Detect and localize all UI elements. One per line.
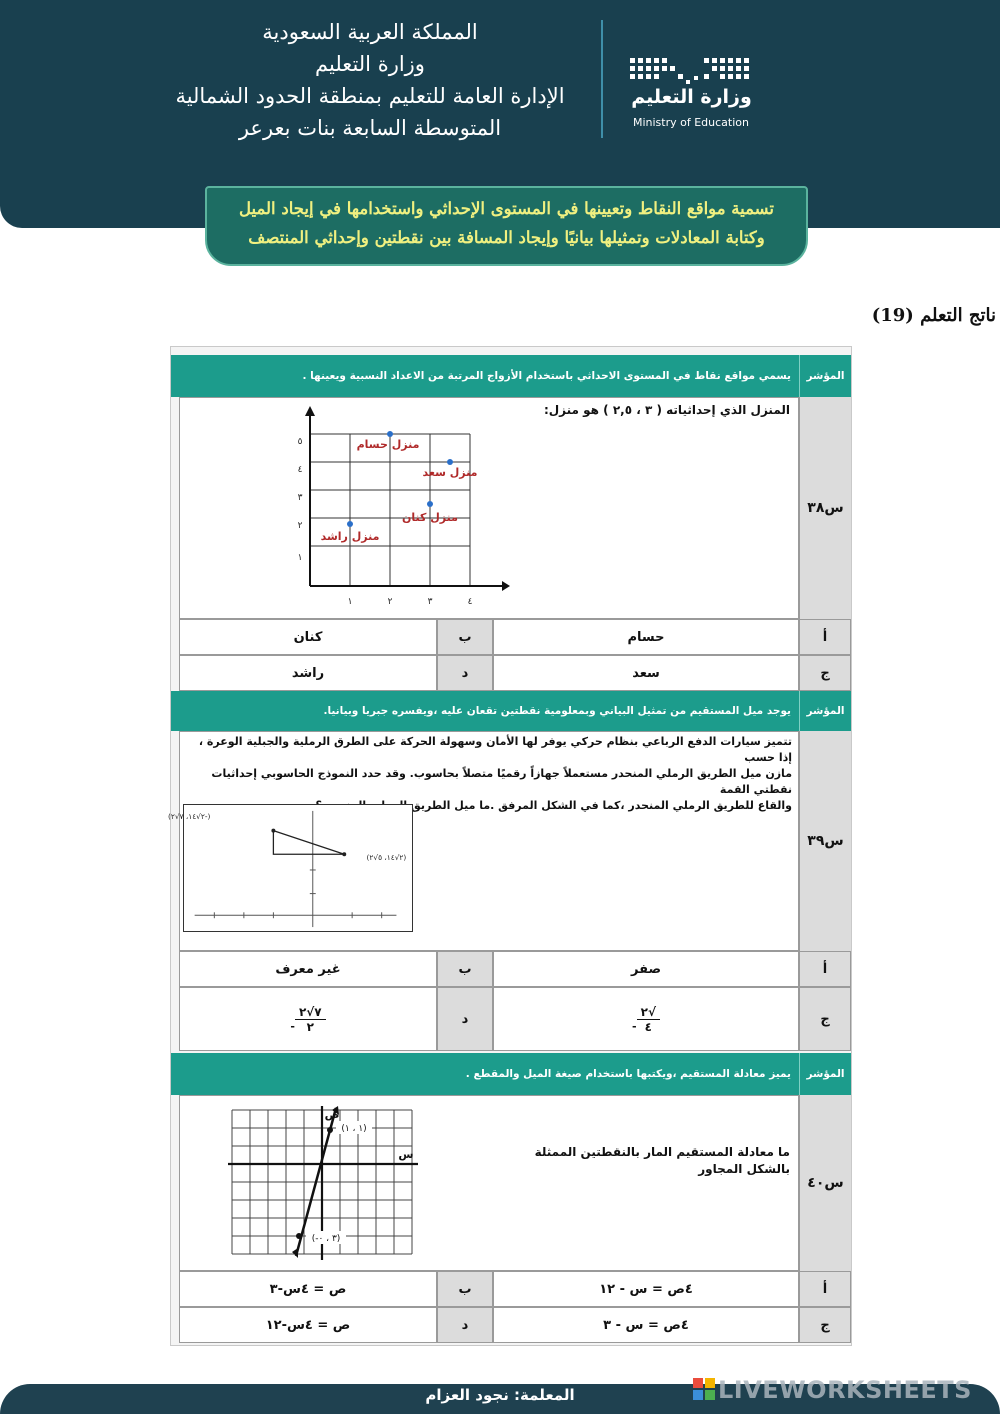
header-line-kingdom: المملكة العربية السعودية: [262, 20, 478, 44]
header-text: [150, 16, 590, 144]
indicator-label: المؤشر: [799, 691, 851, 731]
question-text-q39: [182, 734, 792, 814]
ministry-logo-arabic: وزارة التعليم: [631, 86, 752, 108]
option-d-q40[interactable]: ص = ٤س-١٢: [179, 1307, 437, 1343]
fraction-c: [637, 1005, 660, 1034]
option-d-q39[interactable]: [179, 987, 437, 1051]
answer-row-cd-q38: [179, 655, 851, 691]
option-letter-b: ب: [437, 619, 493, 655]
option-letter-c: ج: [799, 655, 851, 691]
option-letter-d: د: [437, 1307, 493, 1343]
question-number-q38: س٣٨: [799, 397, 851, 619]
fraction-d: [295, 1005, 326, 1034]
answer-row-ab-q38: [179, 619, 851, 655]
label-saad: منزل سعد: [422, 466, 478, 479]
question-text-line: مازن ميل الطريق الرملي المنحدر مستعملاً جهازاً رقميًا متصلاً بحاسوب. وقد حدد النموذج الحاسوبي إحداثيات نقطتي القمة: [211, 767, 792, 796]
point-b-label: (-٣ ، ٠): [311, 1234, 341, 1244]
point-kinan: [427, 501, 433, 507]
header-divider: [601, 20, 603, 138]
indicator-text-q40: يميز معادلة المستقيم ،ويكتبها باستخدام صيغة الميل والمقطع .: [465, 1068, 791, 1080]
question-number-q39: س٣٩: [799, 731, 851, 951]
point-saad: [447, 459, 453, 465]
point-a-label: (١ ، ١): [341, 1124, 367, 1134]
liveworksheets-watermark: LIVEWORKSHEETS: [718, 1376, 972, 1404]
option-letter-c: ج: [799, 987, 851, 1051]
indicator-band-q38: [171, 355, 851, 397]
indicator-band-q39: [171, 691, 851, 731]
answer-row-cd-q40: [179, 1307, 851, 1343]
option-b-q40[interactable]: ص = ٤س-٣: [179, 1271, 437, 1307]
question-text-line: والقاع للطريق الرملي المنحدر ،كما في الشكل المرفق .ما ميل الطريق الرملي المنحدر ؟: [315, 799, 792, 812]
teacher-name: المعلمة: نجود العزام: [425, 1386, 575, 1404]
y-tick: ٥: [297, 437, 303, 447]
option-a-q40[interactable]: ٤ص = س - ١٢: [493, 1271, 799, 1307]
option-letter-a: أ: [799, 619, 851, 655]
point-hussam: [387, 431, 393, 437]
fraction-numerator: ٧√٢: [295, 1005, 326, 1020]
question-body-q39: [167, 731, 799, 951]
y-tick: ٣: [297, 493, 303, 503]
liveworksheets-logo-icon: [693, 1378, 715, 1400]
objective-line-2: وكتابة المعادلات وتمثيلها بيانيًا وإيجاد المسافة بين نقطتين وإحداثي المنتصف: [248, 228, 765, 247]
y-tick: ٢: [297, 521, 303, 531]
label-kinan: منزل كنان: [402, 511, 458, 524]
option-d-q38[interactable]: راشد: [179, 655, 437, 691]
answer-row-cd-q39: [179, 987, 851, 1051]
indicator-label: المؤشر: [799, 355, 851, 397]
header-line-directorate: الإدارة العامة للتعليم بمنطقة الحدود الشمالية: [175, 84, 565, 108]
minus-sign: -: [632, 1019, 637, 1033]
x-tick: ١: [347, 597, 353, 607]
coordinate-graph-q38: [280, 404, 510, 614]
x-tick: ٤: [467, 597, 473, 607]
question-text-line: تتميز سيارات الدفع الرباعي بنظام حركي يوفر لها الأمان وسهولة الحركة على الطرق الرملية والجبلية الوعرة ، إذا حسب: [198, 735, 792, 764]
fraction-denominator: ٤: [644, 1019, 652, 1034]
ministry-logo-english: Ministry of Education: [632, 116, 749, 129]
indicator-label: المؤشر: [799, 1053, 851, 1095]
option-letter-a: أ: [799, 951, 851, 987]
y-axis-label: ص: [324, 1108, 340, 1121]
header-line-ministry: وزارة التعليم: [315, 52, 425, 76]
worksheet-card: [167, 346, 852, 1346]
slope-triangle: [273, 831, 344, 855]
question-number-q40: س٤٠: [799, 1095, 851, 1271]
option-a-q38[interactable]: حسام: [493, 619, 799, 655]
option-letter-d: د: [437, 987, 493, 1051]
point-bottom-label: (٢√١٤، ٥√٢): [366, 853, 407, 863]
option-a-q39[interactable]: صفر: [493, 951, 799, 987]
outcome-title: ناتج التعلم (19): [871, 305, 996, 326]
point-top-label: (-٢√١٤، ٧√٢): [167, 811, 211, 821]
x-tick: ٢: [387, 597, 393, 607]
option-b-q39[interactable]: غير معرف: [179, 951, 437, 987]
line-graph-q40: [228, 1106, 418, 1260]
indicator-band-q40: [171, 1053, 851, 1095]
x-axis-label: س: [398, 1148, 414, 1161]
option-letter-b: ب: [437, 1271, 493, 1307]
option-b-q38[interactable]: كنان: [179, 619, 437, 655]
objective-line-1: تسمية مواقع النقاط وتعيينها في المستوى الإحداثي واستخدامها في إيجاد الميل: [239, 199, 774, 218]
x-tick: ٣: [427, 597, 433, 607]
option-letter-a: أ: [799, 1271, 851, 1307]
y-tick: ٤: [297, 465, 303, 475]
question-body-q38: [179, 397, 799, 619]
question-text-q38: المنزل الذي إحداثياته ( ٣ ، ٢,٥ ) هو منزل:: [543, 403, 790, 417]
point-rashed: [347, 521, 353, 527]
slope-graph-q39: [167, 804, 413, 932]
y-tick: ١: [297, 553, 303, 563]
option-c-q39[interactable]: [493, 987, 799, 1051]
learning-objective-box: [205, 186, 808, 266]
option-c-q40[interactable]: ٤ص = س - ٣: [493, 1307, 799, 1343]
option-letter-c: ج: [799, 1307, 851, 1343]
answer-row-ab-q40: [179, 1271, 851, 1307]
fraction-numerator: √٢: [637, 1005, 660, 1020]
question-body-q40: [179, 1095, 799, 1271]
label-rashed: منزل راشد: [320, 530, 380, 543]
label-hussam: منزل حسام: [356, 438, 420, 451]
answer-row-ab-q39: [179, 951, 851, 987]
minus-sign: -: [290, 1019, 295, 1033]
option-letter-d: د: [437, 655, 493, 691]
indicator-text-q38: يسمي مواقع نقاط في المستوى الاحداثي باستخدام الأزواج المرتبة من الاعداد النسبية ويعينها .: [302, 370, 791, 382]
option-letter-b: ب: [437, 951, 493, 987]
fraction-denominator: ٢: [306, 1019, 314, 1034]
header-line-school: المتوسطة السابعة بنات بعرعر: [238, 116, 502, 140]
question-text-q40: ما معادلة المستقيم المار بالنقطتين الممثلة بالشكل المجاور: [534, 1145, 790, 1176]
indicator-text-q39: يوجد ميل المستقيم من تمثيل البياني وبمعلومية نقطتين تقعان عليه ،ويفسره جبريا وبيانيا.: [323, 705, 791, 717]
option-c-q38[interactable]: سعد: [493, 655, 799, 691]
